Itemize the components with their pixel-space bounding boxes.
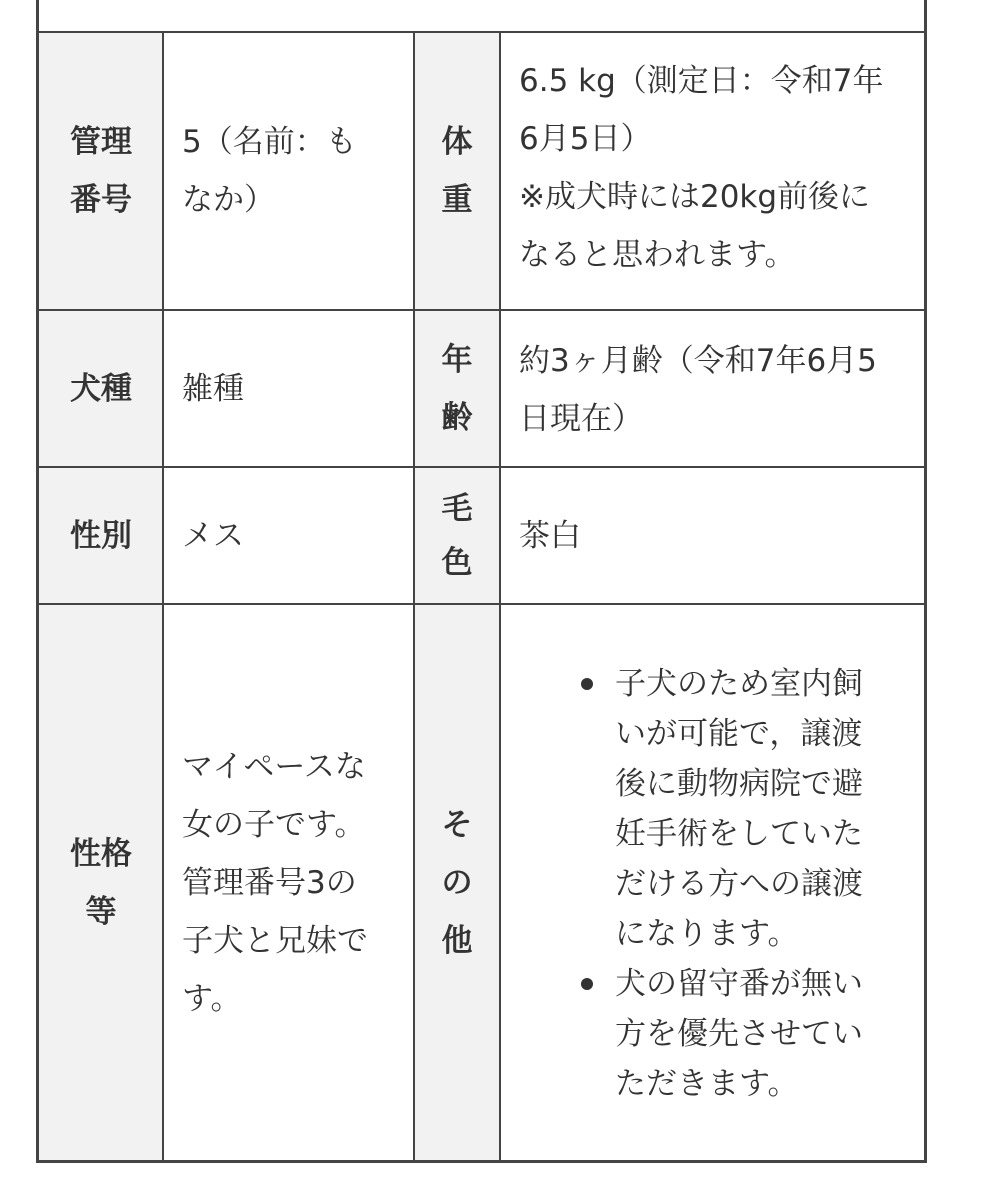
label-personality: 性格 等 [70,835,132,930]
label-other: そ の 他 [441,806,473,959]
label-sex: 性別 [70,517,132,554]
value-coat-color: 茶白 [519,517,581,554]
list-item: 犬の留守番が無い 方を優先させてい ただきます。 [579,959,899,1109]
label-breed: 犬種 [70,370,132,407]
value-other [579,659,899,1119]
other-notes-list [579,659,899,1109]
value-personality: マイペースな 女の子です。 管理番号3の 子犬と兄妹で す。 [182,748,368,1017]
value-weight: 6.5 kg（測定日：令和7年 6月5日） ※成犬時には20kg前後に なると思われます。 [519,63,884,273]
table-border-bottom [36,1160,927,1163]
previous-row-remainder [39,0,925,31]
value-breed: 雑種 [182,370,244,407]
value-sex: メス [182,517,244,554]
label-management-number: 管理 番号 [70,124,132,218]
label-weight: 体 重 [441,124,473,218]
label-age: 年 齢 [441,341,473,436]
table-border-right [924,0,927,1163]
label-coat-color: 毛 色 [441,490,473,581]
value-age: 約3ヶ月齢（令和7年6月5 日現在） [519,343,877,437]
value-management-number: 5（名前：も なか） [182,124,357,218]
list-item: 子犬のため室内飼 いが可能で，譲渡 後に動物病院で避 妊手術をしていた だける方への譲渡 になります。 [579,659,899,959]
